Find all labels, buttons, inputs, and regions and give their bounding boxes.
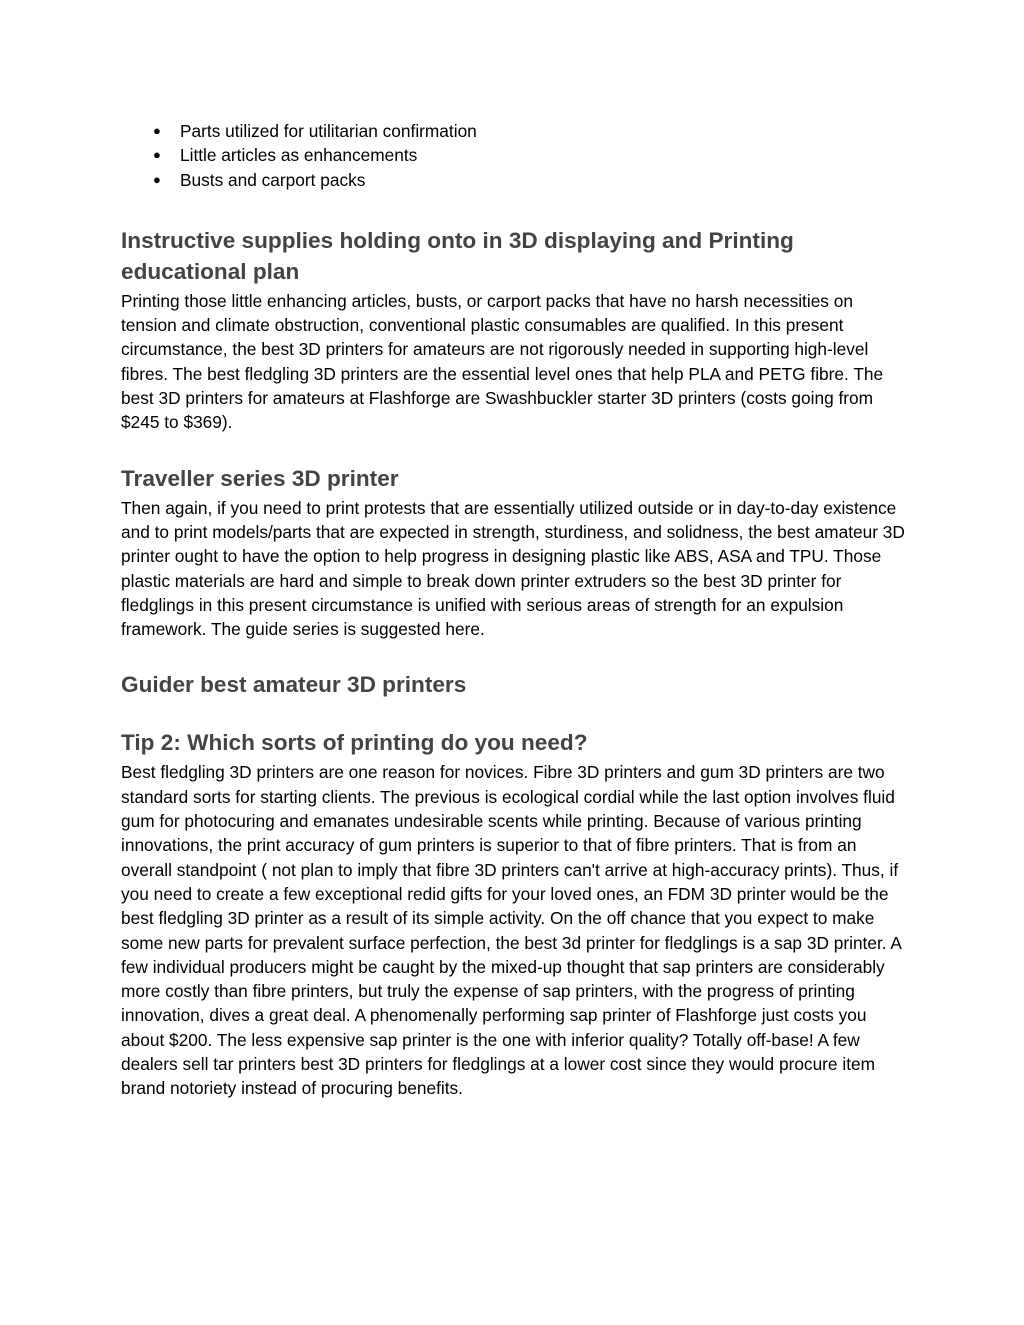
list-item [121,168,911,192]
list-item [121,143,911,167]
section-body-tip2: Best fledgling 3D printers are one reason for novices. Fibre 3D printers and gum 3D printers are two standard sorts for starting clients. The previous is ecological cordial while the last option involves fluid gum for photocuring and emanates undesirable scents while printing. Because of various printing innovations, the print accuracy of gum printers is superior to that of fibre printers. That is from an overall standpoint ( not plan to imply that fibre 3D printers can't arrive at high-accuracy prints). Thus, if you need to create a few exceptional redid gifts for your loved ones, an FDM 3D printer would be the best fledgling 3D printer as a result of its simple activity. On the off chance that you expect to make some new parts for prevalent surface perfection, the best 3d printer for fledglings is a sap 3D printer. A few individual producers might be caught by the mixed-up thought that sap printers are considerably more costly than fibre printers, but truly the expense of sap printers, with the progress of printing innovation, dives a great deal. A phenomenally performing sap printer of Flashforge just costs you about $200. The less expensive sap printer is the one with inferior quality? Totally off-base! A few dealers sell tar printers best 3D printers for fledglings at a lower cost since they would procure item brand notoriety instead of procuring benefits. [121,762,901,1099]
section-body-instructive: Printing those little enhancing articles, busts, or carport packs that have no harsh necessities on tension and climate obstruction, conventional plastic consumables are qualified. In this present circumstance, the best 3D printers for amateurs are not rigorously needed in supporting high-level fibres. The best fledgling 3D printers are the essential level ones that help PLA and PETG fibre. The best 3D printers for amateurs at Flashforge are Swashbuckler starter 3D printers (costs going from $245 to $369). [121,290,884,433]
bullet-icon: ● [153,171,161,187]
section-heading-tip2: Tip 2: Which sorts of printing do you need? [121,730,588,756]
list-item-text: Little articles as enhancements [180,145,418,166]
list-item-text: Busts and carport packs [180,169,366,190]
bullet-icon: ● [153,147,161,163]
list-item-text: Parts utilized for utilitarian confirmation [180,121,477,141]
section-body-traveller: Then again, if you need to print protests that are essentially utilized outside or in day-to-day existence and to print models/parts that are expected in strength, sturdiness, and solidness, the best amateur 3D printer ought to have the option to help progress in designing plastic like ABS, ASA and TPU. Those plastic materials are hard and simple to break down printer extruders so the best 3D printer for fledglings in this present circumstance is unified with serious areas of strength for an expulsion framework. The guide series is suggested here. [121,497,905,640]
section-heading-guider: Guider best amateur 3D printers [121,672,467,698]
bullet-icon: ● [153,123,161,138]
bullet-list [121,119,911,192]
section-heading-instructive: Instructive supplies holding onto in 3D displaying and Printing educational plan [121,227,794,284]
section-heading-traveller: Traveller series 3D printer [121,465,399,491]
document-page [121,119,911,1101]
list-item [121,119,911,143]
